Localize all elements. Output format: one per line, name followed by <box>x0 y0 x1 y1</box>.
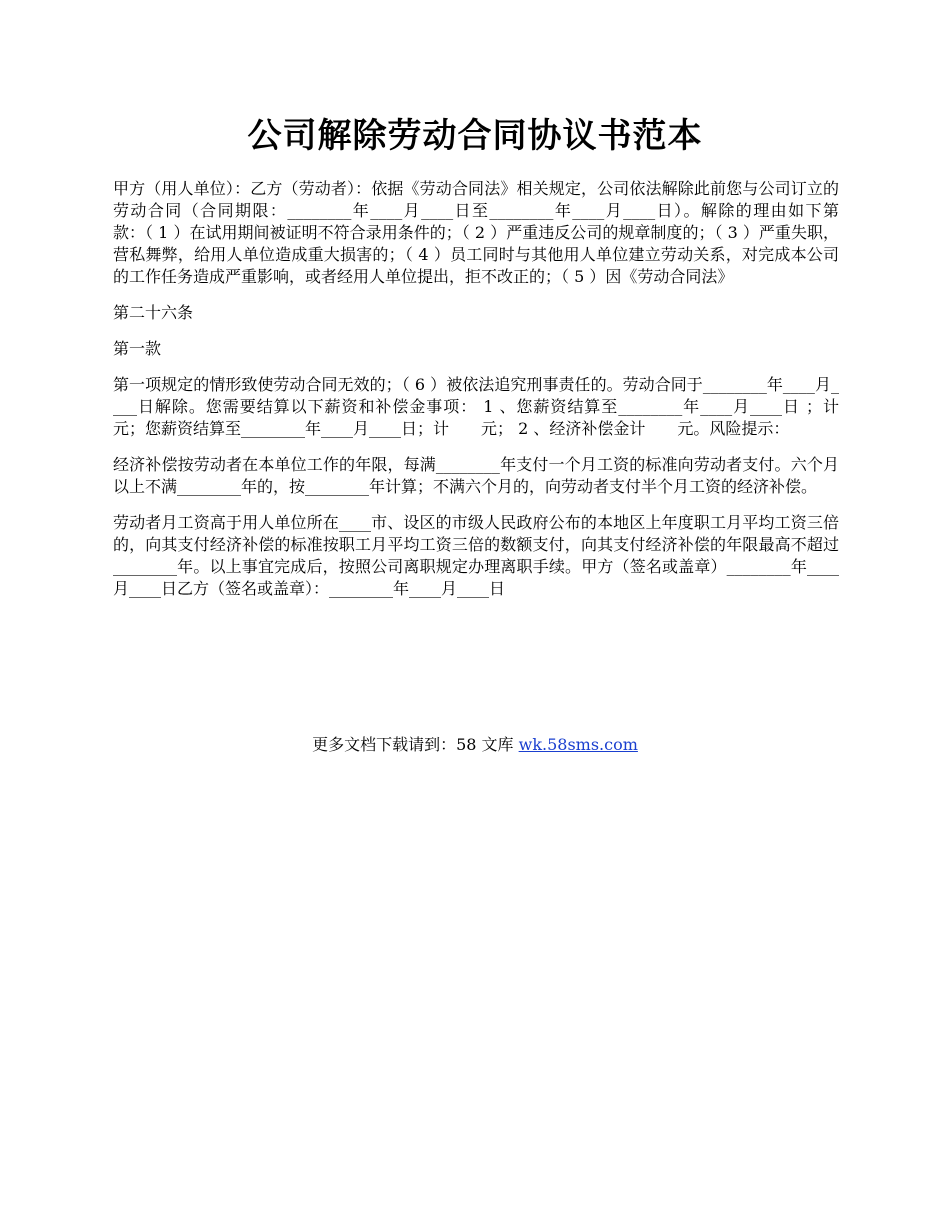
footer-text: 更多文档下载请到：58 文库 <box>312 735 519 754</box>
paragraph-salary-cap-and-signatures: 劳动者月工资高于用人单位所在____市、设区的市级人民政府公布的本地区上年度职工月平均工资三倍的，向其支付经济补偿的标准按职工月平均工资三倍的数额支付，向其支付经济补偿的年限最高不超过________年。以上事宜完成后，按照公司离职规定办理离职手续。甲方（签名或盖章）________年____月____日乙方（签名或盖章）：________年____月____日 <box>113 513 839 598</box>
footer <box>0 734 950 756</box>
paragraph-compensation-rule: 经济补偿按劳动者在本单位工作的年限，每满________年支付一个月工资的标准向劳动者支付。六个月以上不满________年的，按________年计算；不满六个月的，向劳动者支付半个月工资的经济补偿。 <box>113 455 839 496</box>
document-title: 公司解除劳动合同协议书范本 <box>247 116 703 156</box>
paragraph-intro: 甲方（用人单位）：乙方（劳动者）：依据《劳动合同法》相关规定，公司依法解除此前您与公司订立的劳动合同（合同期限：________年____月____日至________年____月____日）。解除的理由如下第 款：（ 1 ）在试用期间被证明不符合录用条件的；（ 2 ）严重违反公司的规章制度的；（ 3 ）严重失职，营私舞弊，给用人单位造成重大损害的；（ 4 ）员工同时与其他用人单位建立劳动关系，对完成本公司的工作任务造成严重影响，或者经用人单位提出，拒不改正的；（ 5 ）因《劳动合同法》 <box>113 179 872 286</box>
paragraph-article-number: 第二十六条 <box>113 303 194 322</box>
paragraph-settlement: 第一项规定的情形致使劳动合同无效的；（ 6 ）被依法追究刑事责任的。劳动合同于________年____月____日解除。您需要结算以下薪资和补偿金事项： 1 、您薪资结算至________年____月____日 ；计 元；您薪资结算至________年____月____日；计 元； 2 、经济补偿金计 元。风险提示： <box>113 375 872 438</box>
footer-link[interactable]: wk.58sms.com <box>518 735 638 754</box>
paragraph-clause-number: 第一款 <box>113 339 162 358</box>
document-body <box>113 178 872 614</box>
